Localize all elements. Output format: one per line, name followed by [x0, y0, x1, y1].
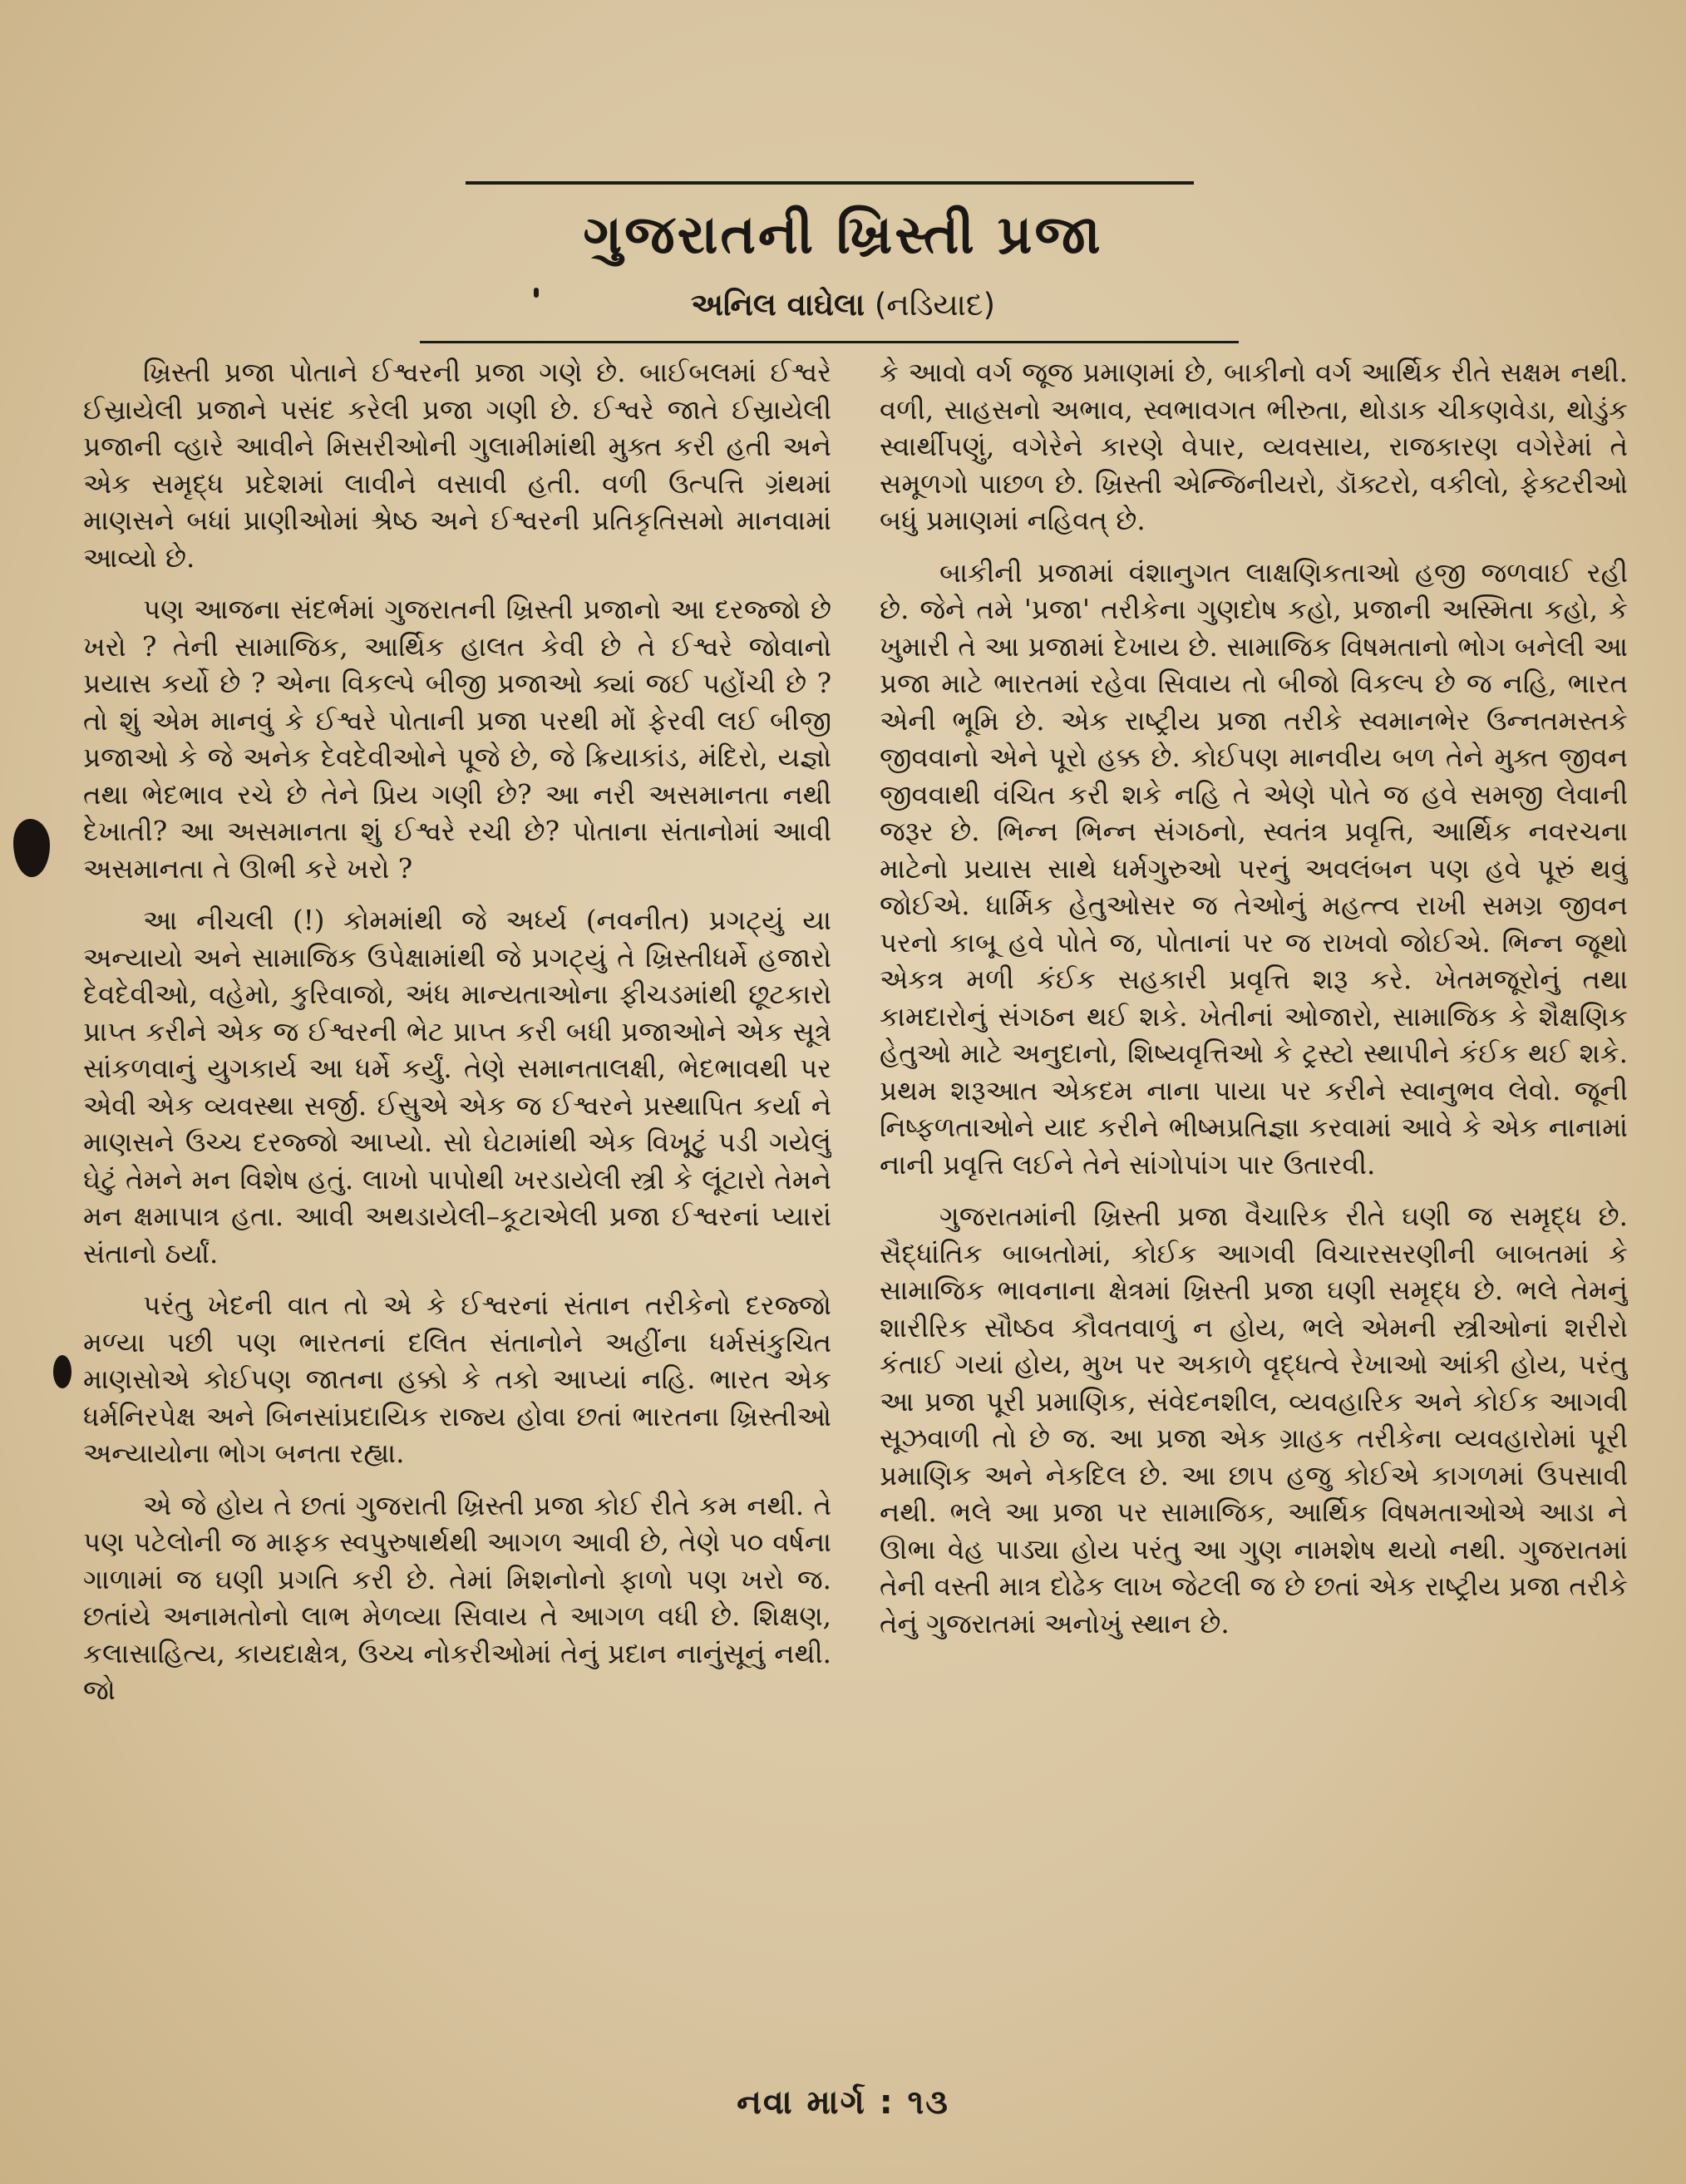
- magazine-name: નવા માર્ગ: [737, 2083, 866, 2122]
- paragraph: આ નીચલી (!) કોમમાંથી જે અર્ધ્ય (નવનીત) પ્રગટ્યું યા અન્યાયો અને સામાજિક ઉપેક્ષામાંથી જે પ્રગટ્યું તે ખ્રિસ્તીધર્મે હજારો દેવદેવીઓ, વહેમો, કુરિવાજો, અંધ માન્યતાઓના ફીચડમાંથી છૂટકારો પ્રાપ્ત કરીને એક જ ઈશ્વરની ભેટ પ્રાપ્ત કરી બધી પ્રજાઓને એક સૂત્રે સાંકળવાનું યુગકાર્ય આ ધર્મે કર્યું. તેણે સમાનતાલક્ષી, ભેદભાવથી પર એવી એક વ્યવસ્થા સર્જી. ઈસુએ એક જ ઈશ્વરને પ્રસ્થાપિત કર્યા ને માણસને ઉચ્ચ દરજ્જો આપ્યો. સો ઘેટામાંથી એક વિખૂટું પડી ગયેલું ઘેટું તેમને મન વિશેષ હતું. લાખો પાપોથી ખરડાયેલી સ્ત્રી કે લૂંટારો તેમને મન ક્ષમાપાત્ર હતા. આવી અથડાયેલી–કૂટાએલી પ્રજા ઈશ્વરનાં પ્યારાં સંતાનો ઠર્યાં.: [83, 905, 831, 1269]
- ink-mark: [534, 288, 539, 298]
- page-footer: [0, 2083, 1686, 2122]
- paragraph: ગુજરાતમાંની ખ્રિસ્તી પ્રજા વૈચારિક રીતે ઘણી જ સમૃદ્ધ છે. સૈદ્ધાંતિક બાબતોમાં, કોઈક આગવી વિચારસરણીની બાબતમાં કે સામાજિક ભાવનાના ક્ષેત્રમાં ખ્રિસ્તી પ્રજા ઘણી સમૃદ્ધ છે. ભલે તેમનું શારીરિક સૌષ્ઠવ કૌવતવાળું ન હોય, ભલે એમની સ્ત્રીઓનાં શરીરો કંતાઈ ગયાં હોય, મુખ પર અકાળે વૃદ્ધત્વે રેખાઓ આંકી હોય, પરંતુ આ પ્રજા પૂરી પ્રમાણિક, સંવેદનશીલ, વ્યવહારિક અને કોઈક આગવી સૂઝવાળી તો છે જ. આ પ્રજા એક ગ્રાહક તરીકેના વ્યવહારોમાં પૂરી પ્રમાણિક અને નેકદિલ છે. આ છાપ હજુ કોઈએ કાગળમાં ઉપસાવી નથી. ભલે આ પ્રજા પર સામાજિક, આર્થિક વિષમતાઓએ આડા ને ઊભા વેહ પાડ્યા હોય પરંતુ આ ગુણ નામશેષ થયો નથી. ગુજરાતમાં તેની વસ્તી માત્ર દોઢેક લાખ જેટલી જ છે છતાં એક રાષ્ટ્રીય પ્રજા તરીકે તેનું ગુજરાતમાં અનોખું સ્થાન છે.: [880, 1200, 1628, 1639]
- title-rule: [420, 341, 1239, 343]
- ink-stain: [13, 819, 50, 877]
- page-number: ૧૩: [907, 2083, 949, 2122]
- article-title: ગુજરાતની ખ્રિસ્તી પ્રજા: [583, 205, 1103, 266]
- paragraph: ખ્રિસ્તી પ્રજા પોતાને ઈશ્વરની પ્રજા ગણે છે. બાઈબલમાં ઈશ્વરે ઈસ્રાયેલી પ્રજાને પસંદ કરેલી પ્રજા ગણી છે. ઈશ્વરે જાતે ઈસ્રાયેલી પ્રજાની વ્હારે આવીને મિસરીઓની ગુલામીમાંથી મુક્ત કરી હતી અને એક સમૃદ્ધ પ્રદેશમાં લાવીને વસાવી હતી. વળી ઉત્પત્તિ ગ્રંથમાં માણસને બધાં પ્રાણીઓમાં શ્રેષ્ઠ અને ઈશ્વરની પ્રતિકૃતિસમો માનવામાં આવ્યો છે.: [83, 357, 831, 574]
- author-line: [0, 284, 1686, 326]
- right-column: [880, 354, 1628, 2058]
- author-place: (નડિયાદ): [874, 287, 996, 323]
- top-rule: [466, 181, 1194, 185]
- paragraph: બાકીની પ્રજામાં વંશાનુગત લાક્ષણિકતાઓ હજી જળવાઈ રહી છે. જેને તમે 'પ્રજા' તરીકેના ગુણદોષ કહો, પ્રજાની અસ્મિતા કહો, કે ખુમારી તે આ પ્રજામાં દેખાય છે. સામાજિક વિષમતાનો ભોગ બનેલી આ પ્રજા માટે ભારતમાં રહેવા સિવાય તો બીજો વિકલ્પ છે જ નહિ, ભારત એની ભૂમિ છે. એક રાષ્ટ્રીય પ્રજા તરીકે સ્વમાનભેર ઉન્નતમસ્તકે જીવવાનો એને પૂરો હક્ક છે. કોઈપણ માનવીય બળ તેને મુક્ત જીવન જીવવાથી વંચિત કરી શકે નહિ તે એણે પોતે જ હવે સમજી લેવાની જરૂર છે. ભિન્ન ભિન્ન સંગઠનો, સ્વતંત્ર પ્રવૃત્તિ, આર્થિક નવરચના માટેનો પ્રયાસ સાથે ધર્મગુરુઓ પરનું અવલંબન પણ હવે પૂરું થવું જોઈએ. ધાર્મિક હેતુઓસર જ તેઓનું મહત્ત્વ રાખી સમગ્ર જીવન પરનો કાબૂ હવે પોતે જ, પોતાનાં પર જ રાખવો જોઈએ. ભિન્ન જૂથો એકત્ર મળી કંઈક સહકારી પ્રવૃત્તિ શરૂ કરે. ખેતમજૂરોનું તથા કામદારોનું સંગઠન થઈ શકે. ખેતીનાં ઓજારો, સામાજિક કે શૈક્ષણિક હેતુઓ માટે અનુદાનો, શિષ્યવૃત્તિઓ કે ટ્રસ્ટો સ્થાપીને કંઈક થઈ શકે. પ્રથમ શરૂઆત એકદમ નાના પાયા પર કરીને સ્વાનુભવ લેવો. જૂની નિષ્ફળતાઓને યાદ કરીને ભીષ્મપ્રતિજ્ઞા કરવામાં આવે કે એક નાનામાં નાની પ્રવૃત્તિ લઈને તેને સાંગોપાંગ પાર ઉતારવી.: [880, 556, 1628, 1181]
- author-name: અનિલ વાઘેલા: [690, 287, 865, 323]
- paragraph: એ જે હોય તે છતાં ગુજરાતી ખ્રિસ્તી પ્રજા કોઈ રીતે કમ નથી. તે પણ પટેલોની જ માફક સ્વપુરુષાર્થથી આગળ આવી છે, તેણે ૫૦ વર્ષના ગાળામાં જ ઘણી પ્રગતિ કરી છે. તેમાં મિશનોનો ફાળો પણ ખરો જ. છતાંયે અનામતોનો લાભ મેળવ્યા સિવાય તે આગળ વધી છે. શિક્ષણ, કલાસાહિત્ય, કાયદાક્ષેત્ર, ઉચ્ચ નોકરીઓમાં તેનું પ્રદાન નાનુંસૂનું નથી. જો: [83, 1489, 831, 1706]
- paragraph: કે આવો વર્ગ જૂજ પ્રમાણમાં છે, બાકીનો વર્ગ આર્થિક રીતે સક્ષમ નથી. વળી, સાહસનો અભાવ, સ્વભાવગત ભીરુતા, થોડાક ચીકણવેડા, થોડુંક સ્વાર્થીપણું, વગેરેને કારણે વેપાર, વ્યવસાય, રાજકારણ વગેરેમાં તે સમૂળગો પાછળ છે. ખ્રિસ્તી એન્જિનીયરો, ડૉક્ટરો, વકીલો, ફેક્ટરીઓ બધું પ્રમાણમાં નહિવત્ છે.: [880, 357, 1628, 536]
- footer-separator: :: [879, 2083, 895, 2122]
- left-column: [83, 354, 831, 2058]
- ink-stain: [53, 1355, 71, 1388]
- paragraph: પરંતુ ખેદની વાત તો એ કે ઈશ્વરનાં સંતાન તરીકેનો દરજ્જો મળ્યા પછી પણ ભારતનાં દલિત સંતાનોને અહીંના ધર્મસંકુચિત માણસોએ કોઈપણ જાતના હક્કો કે તકો આપ્યાં નહિ. ભારત એક ધર્મનિરપેક્ષ અને બિનસાંપ્રદાયિક રાજ્ય હોવા છતાં ભારતના ખ્રિસ્તીઓ અન્યાયોના ભોગ બનતા રહ્યા.: [83, 1289, 831, 1469]
- paragraph: પણ આજના સંદર્ભમાં ગુજરાતની ખ્રિસ્તી પ્રજાનો આ દરજ્જો છે ખરો ? તેની સામાજિક, આર્થિક હાલત કેવી છે તે ઈશ્વરે જોવાનો પ્રયાસ કર્યો છે ? એના વિકલ્પે બીજી પ્રજાઓ ક્યાં જઈ પહોંચી છે ? તો શું એમ માનવું કે ઈશ્વરે પોતાની પ્રજા પરથી મોં ફેરવી લઈ બીજી પ્રજાઓ કે જે અનેક દેવદેવીઓને પૂજે છે, જે ક્રિયાકાંડ, મંદિરો, યજ્ઞો તથા ભેદભાવ રચે છે તેને પ્રિય ગણી છે? આ નરી અસમાનતા નથી દેખાતી? આ અસમાનતા શું ઈશ્વરે રચી છે? પોતાના સંતાનોમાં આવી અસમાનતા તે ઊભી કરે ખરો ?: [83, 594, 831, 885]
